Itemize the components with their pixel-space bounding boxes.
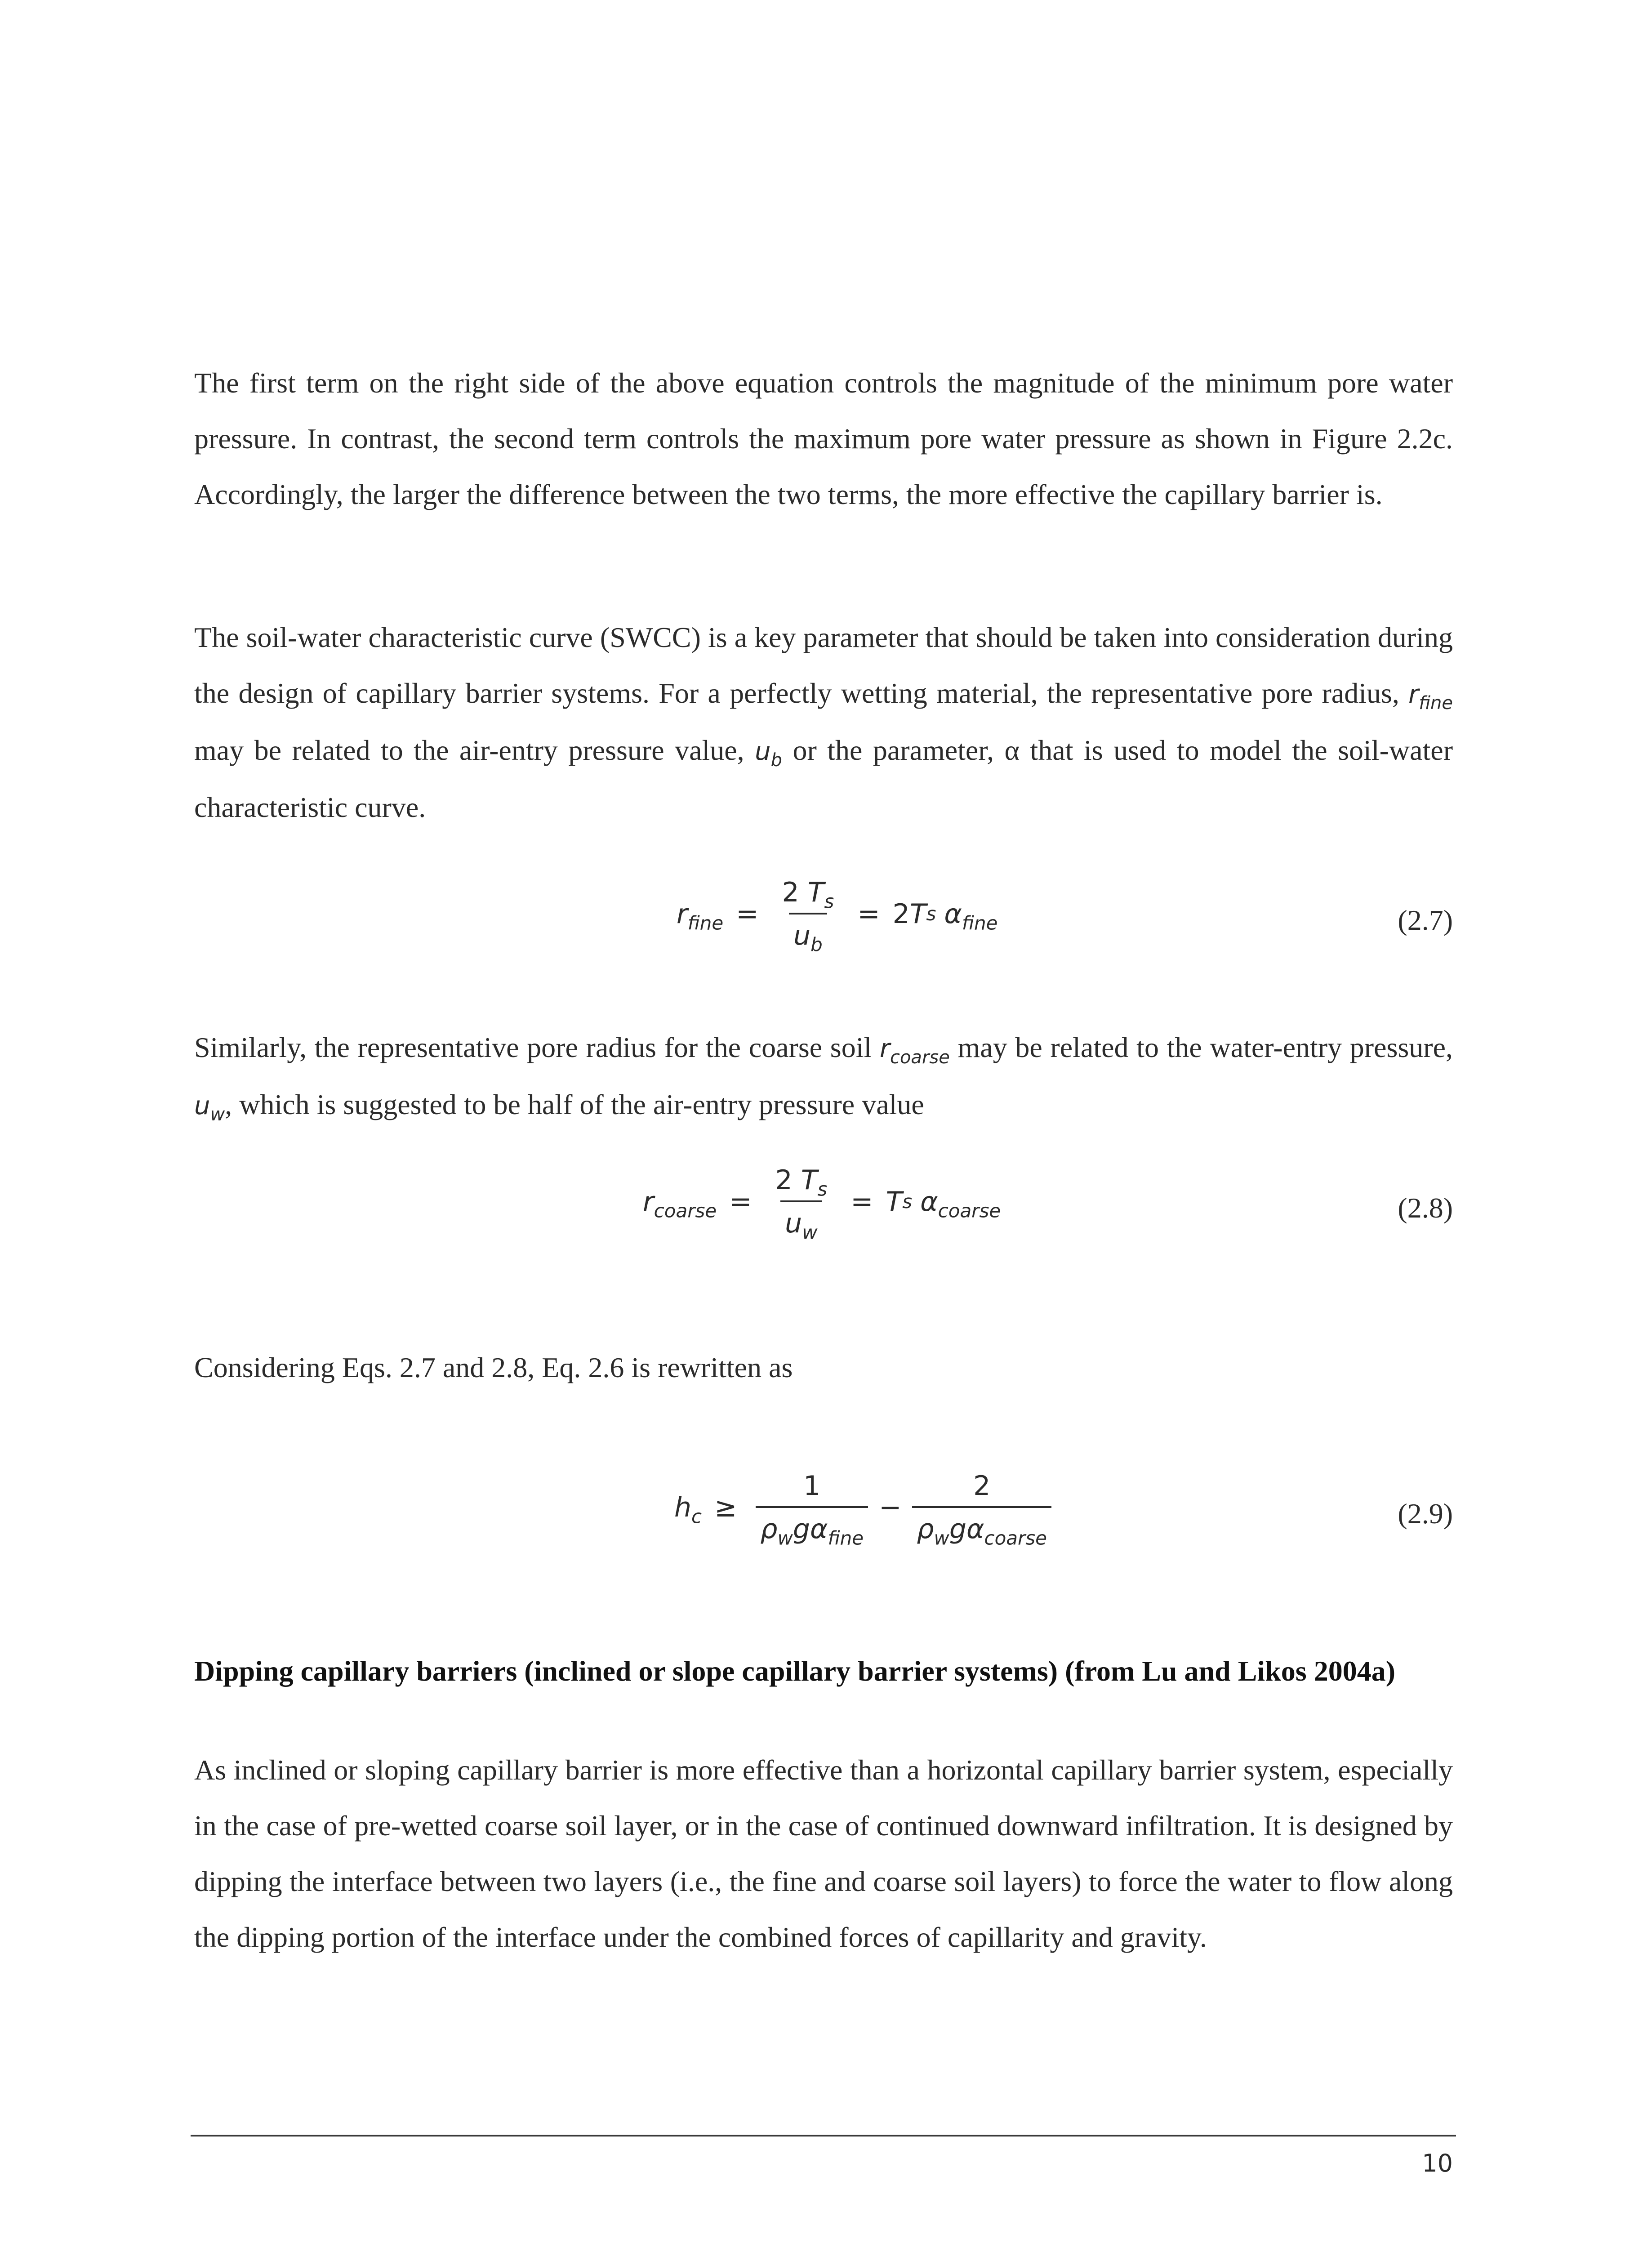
paragraph-text: The soil-water characteristic curve (SWCC) is a key parameter that should be taken into consideration during the design of capillary barrier systems. For a perfectly wetting material, the representative pore radius, <box>194 621 1453 709</box>
paragraph-swcc <box>194 610 1453 835</box>
equation-2-9 <box>0 1461 1652 1578</box>
section-heading: Dipping capillary barriers (inclined or slope capillary barrier systems) (from Lu and Likos 2004a) <box>194 1655 1395 1687</box>
paragraph-capillary-terms <box>194 355 1453 522</box>
equation-2-8 <box>0 1155 1652 1272</box>
footer-rule <box>191 2135 1456 2136</box>
equation-2-7 <box>0 868 1652 985</box>
paragraph-text: may be related to the water-entry pressure, <box>949 1031 1453 1063</box>
inline-math-r-coarse: $r_{coarse}$ <box>879 1034 950 1068</box>
paragraph-dipping-barrier <box>194 1742 1453 1965</box>
paragraph-coarse-radius <box>194 1020 1453 1134</box>
equation-body: $h_c$ ≥ $\frac{1}{\rho_wg\alpha_{fine}}$ − $\frac{2}{\rho_wg\alpha_{coarse}}$ <box>674 1470 1058 1545</box>
paragraph-considering <box>194 1340 1453 1396</box>
paragraph-text: Similarly, the representative pore radius for the coarse soil <box>194 1031 880 1063</box>
paragraph-text: Considering Eqs. 2.7 and 2.8, Eq. 2.6 is rewritten as <box>194 1351 793 1383</box>
fraction: $\frac{2 T_s}{u_w}$ <box>775 1164 828 1244</box>
equation-number: (2.7) <box>1398 904 1453 936</box>
paragraph-text: The first term on the right side of the above equation controls the magnitude of the minimum pore water pressure. In contrast, the second term controls the maximum pore water pressure as shown in Figure 2.2c. Accordingly, the larger the difference between the two terms, the more effective the capillary barrier is. <box>194 367 1453 510</box>
paragraph-text: may be related to the air-entry pressure value, <box>194 734 755 766</box>
equation-body: $r_{fine}$ = $\frac{2 T_s}{u_b}$ = 2 T s $\alpha_{fine}$ <box>677 877 998 956</box>
paragraph-text: or the parameter, α that is used to model the soil-water characteristic curve. <box>194 734 1453 823</box>
fraction: $\frac{2}{\rho_wg\alpha_{coarse}}$ <box>912 1470 1051 1545</box>
equation-number: (2.9) <box>1398 1498 1453 1530</box>
paragraph-text: As inclined or sloping capillary barrier is more effective than a horizontal capillary barrier system, especially in the case of pre-wetted coarse soil layer, or in the case of continued downward infiltration. It is designed by dipping the interface between two layers (i.e., the fine and coarse soil layers) to force the water to flow along the dipping portion of the interface under the combined forces of capillarity and gravity. <box>194 1754 1453 1953</box>
equation-body: $r_{coarse}$ = $\frac{2 T_s}{u_w}$ = T s $\alpha_{coarse}$ <box>643 1164 1001 1244</box>
paragraph-text: , which is suggested to be half of the air-entry pressure value <box>225 1088 924 1120</box>
inline-math-u-b: $u_b$ <box>755 737 782 771</box>
page-number: 10 <box>1422 2149 1453 2177</box>
inline-math-r-fine: $r_{fine}$ <box>1408 680 1453 714</box>
equation-number: (2.8) <box>1398 1192 1453 1224</box>
fraction: $\frac{2 T_s}{u_b}$ <box>782 877 834 956</box>
inline-math-u-w: $u_w$ <box>194 1091 225 1125</box>
fraction: $\frac{1}{\rho_wg\alpha_{fine}}$ <box>756 1470 868 1545</box>
